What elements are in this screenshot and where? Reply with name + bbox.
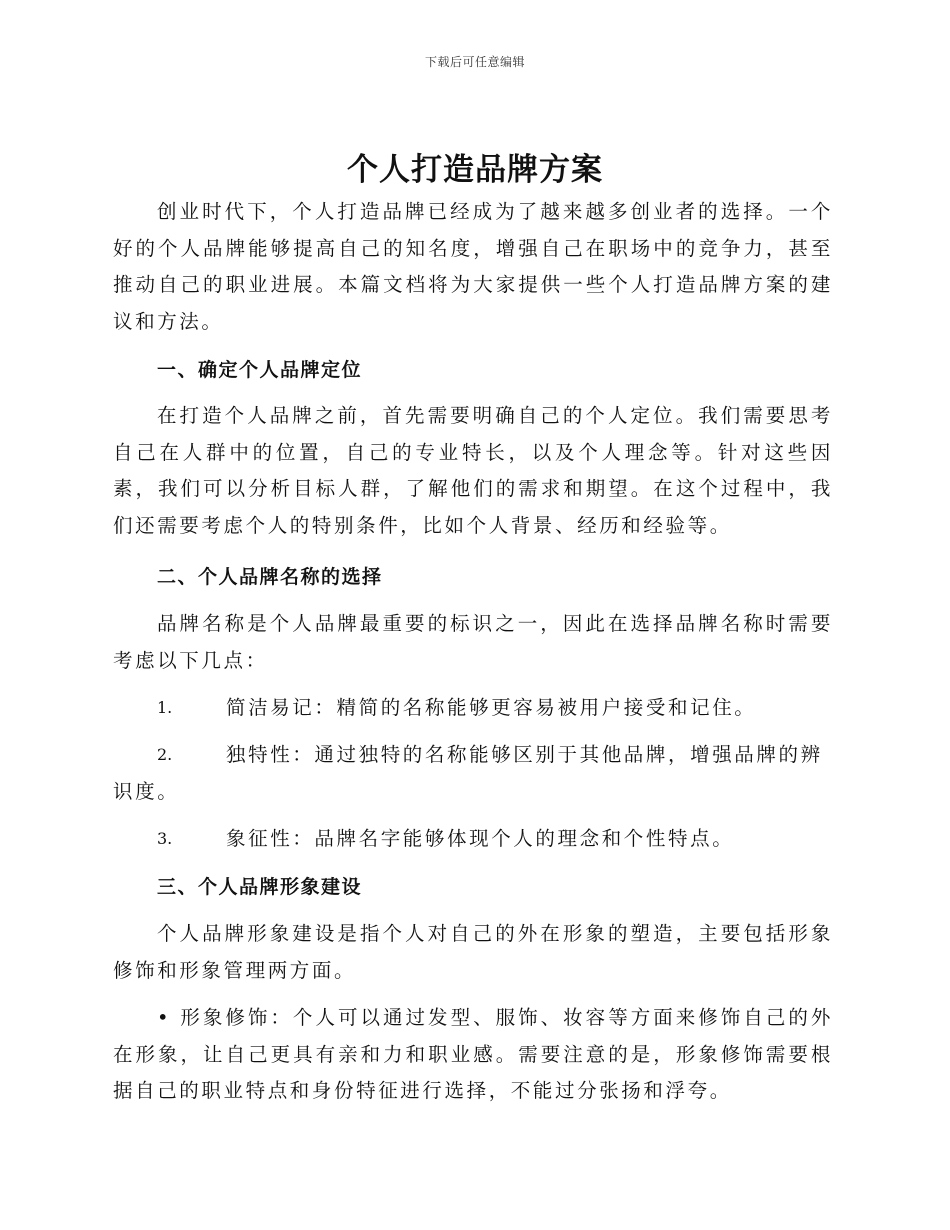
document-title: 个人打造品牌方案 bbox=[347, 152, 603, 188]
list-item bbox=[113, 821, 833, 858]
positioning-paragraph: 在打造个人品牌之前，首先需要明确自己的个人定位。我们需要思考自己在人群中的位置，自己的专业特长，以及个人理念等。针对这些因素，我们可以分析目标人群，了解他们的需求和期望。在这个过程中，我们还需要考虑个人的特别条件，比如个人背景、经历和经验等。 bbox=[113, 404, 833, 537]
list-item-text: 象征性：品牌名字能够体现个人的理念和个性特点。 bbox=[226, 827, 735, 850]
section-heading-image: 三、个人品牌形象建设 bbox=[157, 876, 363, 898]
brand-name-paragraph: 品牌名称是个人品牌最重要的标识之一，因此在选择品牌名称时需要考虑以下几点： bbox=[113, 612, 833, 672]
page-header: 下载后可任意编辑 bbox=[424, 55, 525, 69]
list-item-number: 1. bbox=[157, 698, 173, 717]
list-item-number: 3. bbox=[157, 829, 173, 848]
image-building-paragraph: 个人品牌形象建设是指个人对自己的外在形象的塑造，主要包括形象修饰和形象管理两方面。 bbox=[113, 922, 833, 982]
section-heading-brand-name: 二、个人品牌名称的选择 bbox=[157, 566, 383, 588]
list-item bbox=[113, 737, 833, 810]
image-decoration-paragraph: • 形象修饰：个人可以通过发型、服饰、妆容等方面来修饰自己的外在形象，让自己更具有亲和力和职业感。需要注意的是，形象修饰需要根据自己的职业特点和身份特征进行选择，不能过分张扬和浮夸。 bbox=[113, 1006, 833, 1102]
list-item-number: 2. bbox=[157, 745, 173, 764]
intro-paragraph: 创业时代下，个人打造品牌已经成为了越来越多创业者的选择。一个好的个人品牌能够提高自己的知名度，增强自己在职场中的竞争力，甚至推动自己的职业进展。本篇文档将为大家提供一些个人打造品牌方案的建议和方法。 bbox=[113, 200, 833, 333]
section-heading-positioning: 一、确定个人品牌定位 bbox=[157, 359, 363, 381]
list-item-text: 独特性：通过独特的名称能够区别于其他品牌，增强品牌的辨识度。 bbox=[113, 743, 823, 803]
list-item bbox=[113, 690, 833, 727]
list-item-text: 简洁易记：精简的名称能够更容易被用户接受和记住。 bbox=[226, 696, 757, 719]
